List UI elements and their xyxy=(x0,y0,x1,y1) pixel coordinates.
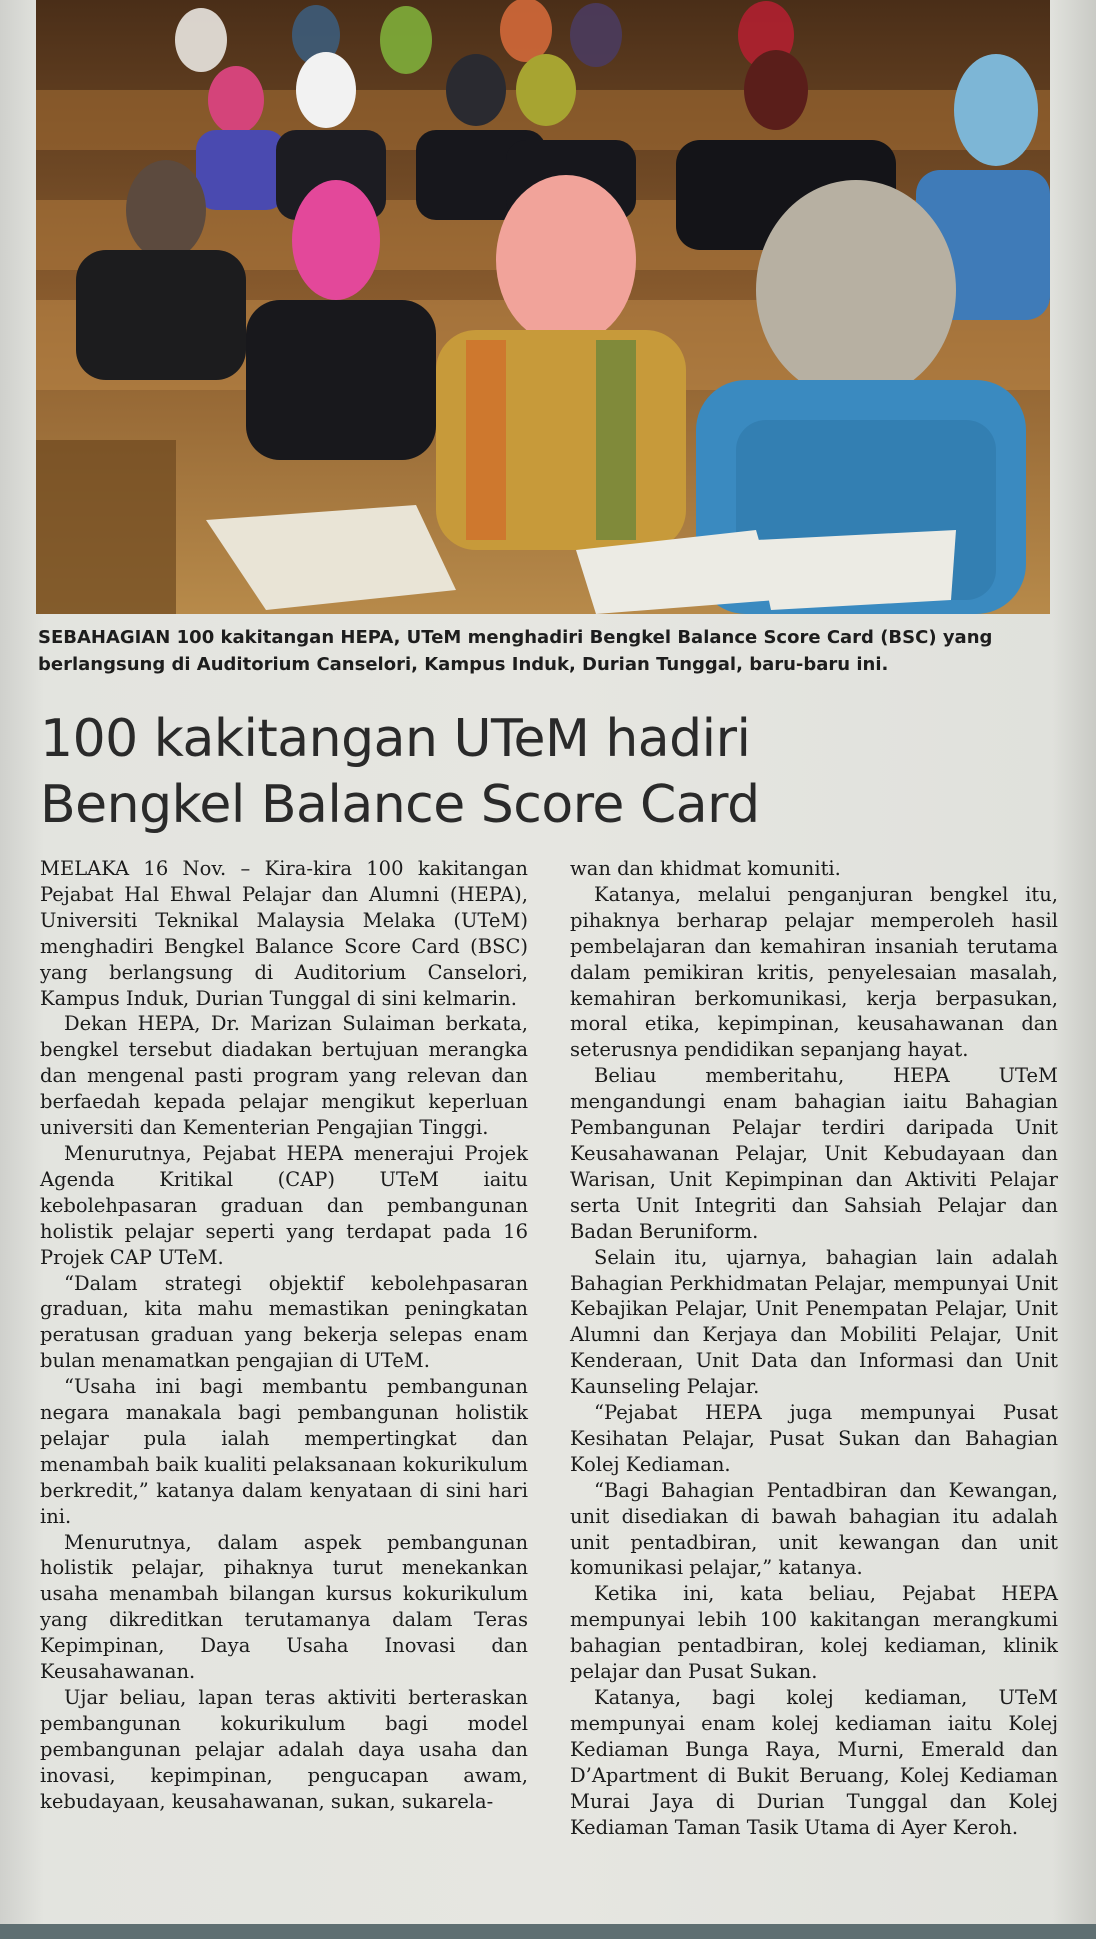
paragraph: “Pejabat HEPA juga mempunyai Pusat Kesihatan Pelajar, Pusat Sukan dan Bahagian Kolej Kediaman. xyxy=(570,1401,1058,1476)
article-photo xyxy=(36,0,1050,614)
paragraph: Katanya, melalui penganjuran bengkel itu, pihaknya berharap pelajar memperoleh hasil pembelajaran dan kemahiran insaniah terutama dalam pemikiran kritis, penyelesaian masalah, kemahiran berkomunikasi, kerja berpasukan, moral etika, kepimpinan, keusahawanan dan seterusnya pendidikan sepanjang hayat. xyxy=(570,882,1058,1062)
paragraph: “Dalam strategi objektif kebolehpasaran graduan, kita mahu memastikan peningkatan peratusan graduan yang bekerja selepas enam bulan menamatkan pengajian di UTeM. xyxy=(40,1271,528,1373)
headline-line-1: 100 kakitangan UTeM hadiri xyxy=(40,709,751,769)
paragraph: “Bagi Bahagian Pentadbiran dan Kewangan, unit disediakan di bawah bahagian itu adalah unit pentadbiran, unit kewangan dan unit komunikasi pelajar,” katanya. xyxy=(570,1478,1058,1580)
photo-caption: SEBAHAGIAN 100 kakitangan HEPA, UTeM menghadiri Bengkel Balance Score Card (BSC) yang berlangsung di Auditorium Canselori, Kampus Induk, Durian Tunggal, baru-baru ini. xyxy=(38,627,993,675)
paragraph: “Usaha ini bagi membantu pembangunan negara manakala bagi pembangunan holistik pelajar pula ialah mempertingkat dan menambah baik kualiti pelaksanaan kokurikulum berkredit,” katanya dalam kenyataan di sini hari ini. xyxy=(40,1375,528,1528)
paragraph: MELAKA 16 Nov. – Kira-kira 100 kakitangan Pejabat Hal Ehwal Pelajar dan Alumni (HEPA), Universiti Teknikal Malaysia Melaka (UTeM) menghadiri Bengkel Balance Score Card (BSC) yang berlangsung di Auditorium Canselori, Kampus Induk, Durian Tunggal di sini kelmarin. xyxy=(40,857,528,1010)
paragraph: Ujar beliau, lapan teras aktiviti berteraskan pembangunan kokurikulum bagi model pembangunan pelajar adalah daya usaha dan inovasi, kepimpinan, pengucapan awam, kebudayaan, keusahawanan, sukan, sukarela- xyxy=(40,1686,528,1813)
headline xyxy=(40,706,1050,838)
headline-line-2: Bengkel Balance Score Card xyxy=(40,775,760,835)
auditorium-photo-illustration xyxy=(36,0,1050,614)
bottom-border xyxy=(0,1924,1096,1939)
article-column-right xyxy=(570,856,1058,1840)
paragraph: wan dan khidmat komuniti. xyxy=(570,857,841,880)
paragraph: Katanya, bagi kolej kediaman, UTeM mempunyai enam kolej kediaman iaitu Kolej Kediaman Bunga Raya, Murni, Emerald dan D’Apartment di Bukit Beruang, Kolej Kediaman Murai Jaya di Durian Tunggal dan Kolej Kediaman Taman Tasik Utama di Ayer Keroh. xyxy=(570,1686,1058,1839)
article-column-left xyxy=(40,856,528,1815)
paragraph: Menurutnya, Pejabat HEPA menerajui Projek Agenda Kritikal (CAP) UTeM iaitu kebolehpasaran graduan dan pembangunan holistik pelajar seperti yang terdapat pada 16 Projek CAP UTeM. xyxy=(40,1141,528,1269)
paragraph: Dekan HEPA, Dr. Marizan Sulaiman berkata, bengkel tersebut diadakan bertujuan merangka dan mengenal pasti program yang relevan dan berfaedah kepada pelajar mengikut keperluan universiti dan Kementerian Pengajian Tinggi. xyxy=(40,1012,528,1140)
paragraph: Menurutnya, dalam aspek pembangunan holistik pelajar, pihaknya turut menekankan usaha menambah bilangan kursus kokurikulum yang dikreditkan terutamanya dalam Teras Kepimpinan, Daya Usaha Inovasi dan Keusahawanan. xyxy=(40,1530,528,1684)
paragraph: Beliau memberitahu, HEPA UTeM mengandungi enam bahagian iaitu Bahagian Pembangunan Pelajar terdiri daripada Unit Keusahawanan Pelajar, Unit Kebudayaan dan Warisan, Unit Kepimpinan dan Aktiviti Pelajar serta Unit Integriti dan Sahsiah Pelajar dan Badan Beruniform. xyxy=(570,1064,1058,1243)
paragraph: Ketika ini, kata beliau, Pejabat HEPA mempunyai lebih 100 kakitangan merangkumi bahagian pentadbiran, kolej kediaman, klinik pelajar dan Pusat Sukan. xyxy=(570,1582,1058,1684)
paragraph: Selain itu, ujarnya, bahagian lain adalah Bahagian Perkhidmatan Pelajar, mempunyai Unit Kebajikan Pelajar, Unit Penempatan Pelajar, Unit Alumni dan Kerjaya dan Mobiliti Pelajar, Unit Kenderaan, Unit Data dan Informasi dan Unit Kaunseling Pelajar. xyxy=(570,1245,1058,1399)
